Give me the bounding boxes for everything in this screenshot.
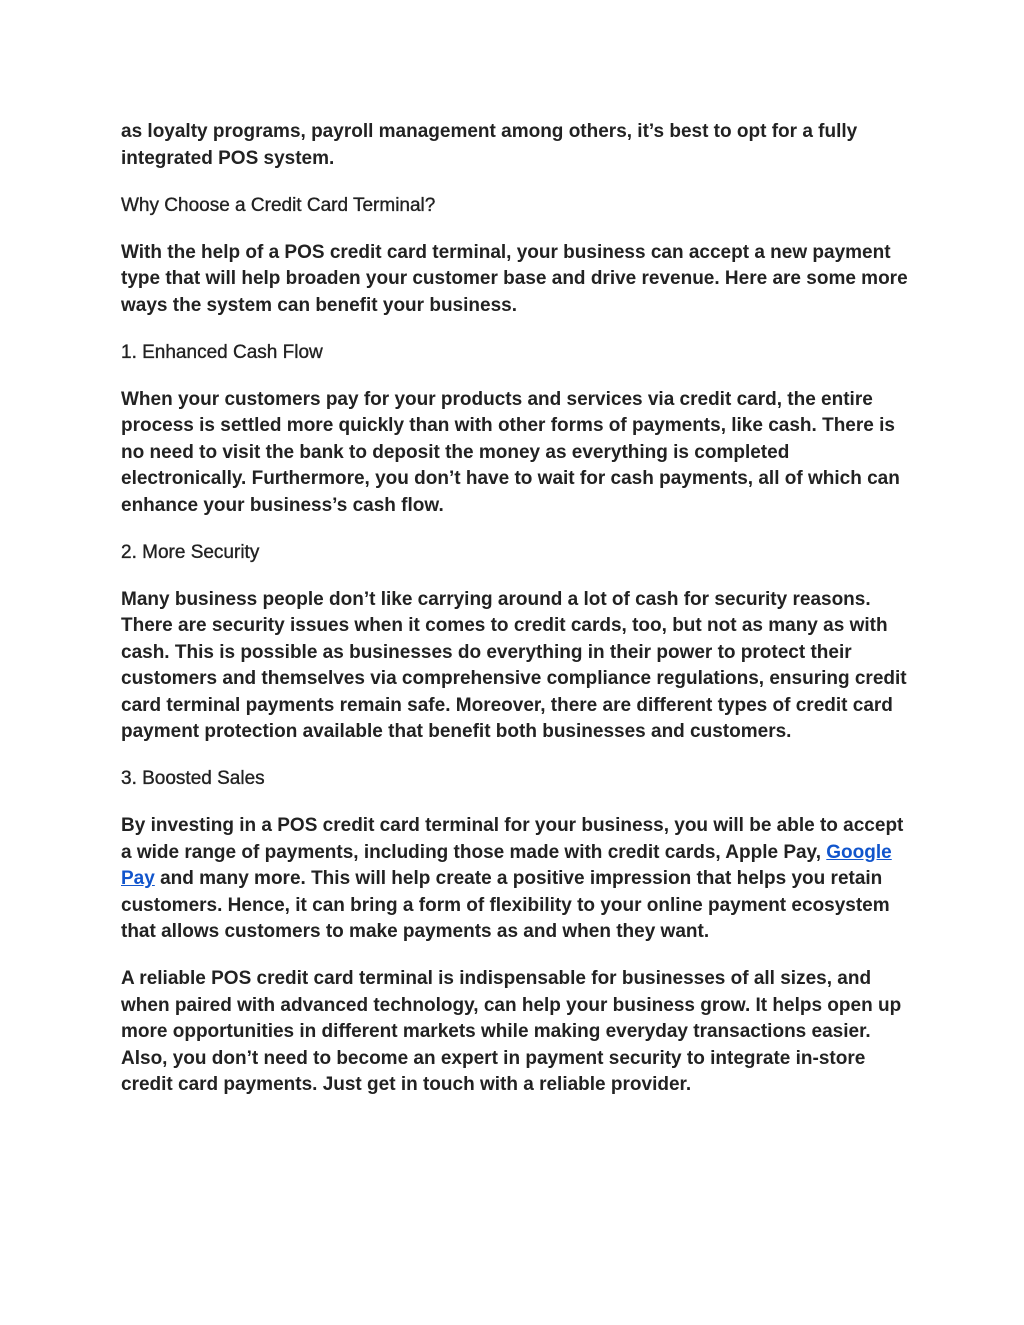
google-pay-link[interactable]: Google Pay: [121, 841, 892, 889]
paragraph-boosted-sales-text-end: and many more. This will help create a positive impression that helps you retain customers. Hence, it can bring a form of flexibility to your online payment ecosystem that allows customers to make payments as and when they want.: [121, 868, 890, 942]
heading-why-choose: Why Choose a Credit Card Terminal?: [121, 194, 436, 216]
paragraph-more-security: Many business people don’t like carrying around a lot of cash for security reasons. There are security issues when it comes to credit cards, too, but not as many as with cash. This is possible as businesses do everything in their power to protect their customers and themselves via comprehensive compliance regulations, ensuring credit card terminal payments remain safe. Moreover, there are different types of credit card payment protection available that benefit both businesses and customers.: [121, 588, 907, 742]
document-body: [121, 119, 911, 1119]
paragraph-why-choose: With the help of a POS credit card terminal, your business can accept a new payment type that will help broaden your customer base and drive revenue. Here are some more ways the system can benefit your business.: [121, 241, 908, 316]
paragraph-boosted-sales: [121, 813, 911, 946]
paragraph-enhanced-cash-flow: When your customers pay for your products and services via credit card, the entire process is settled more quickly than with other forms of payments, like cash. There is no need to visit the bank to deposit the money as everything is completed electronically. Furthermore, you don’t have to wait for cash payments, all of which can enhance your business’s cash flow.: [121, 388, 900, 516]
paragraph-boosted-sales-text-start: By investing in a POS credit card terminal for your business, you will be able to accept a wide range of payments, including those made with credit cards, Apple Pay,: [121, 815, 904, 863]
heading-boosted-sales: 3. Boosted Sales: [121, 768, 265, 789]
paragraph-intro-continuation: as loyalty programs, payroll management among others, it’s best to opt for a fully integrated POS system.: [121, 121, 858, 169]
paragraph-conclusion: A reliable POS credit card terminal is indispensable for businesses of all sizes, and when paired with advanced technology, can help your business grow. It helps open up more opportunities in different markets while making everyday transactions easier. Also, you don’t need to become an expert in payment security to integrate in-store credit card payments. Just get in touch with a reliable provider.: [121, 968, 902, 1095]
heading-enhanced-cash-flow: 1. Enhanced Cash Flow: [121, 341, 323, 363]
heading-more-security: 2. More Security: [121, 541, 260, 563]
